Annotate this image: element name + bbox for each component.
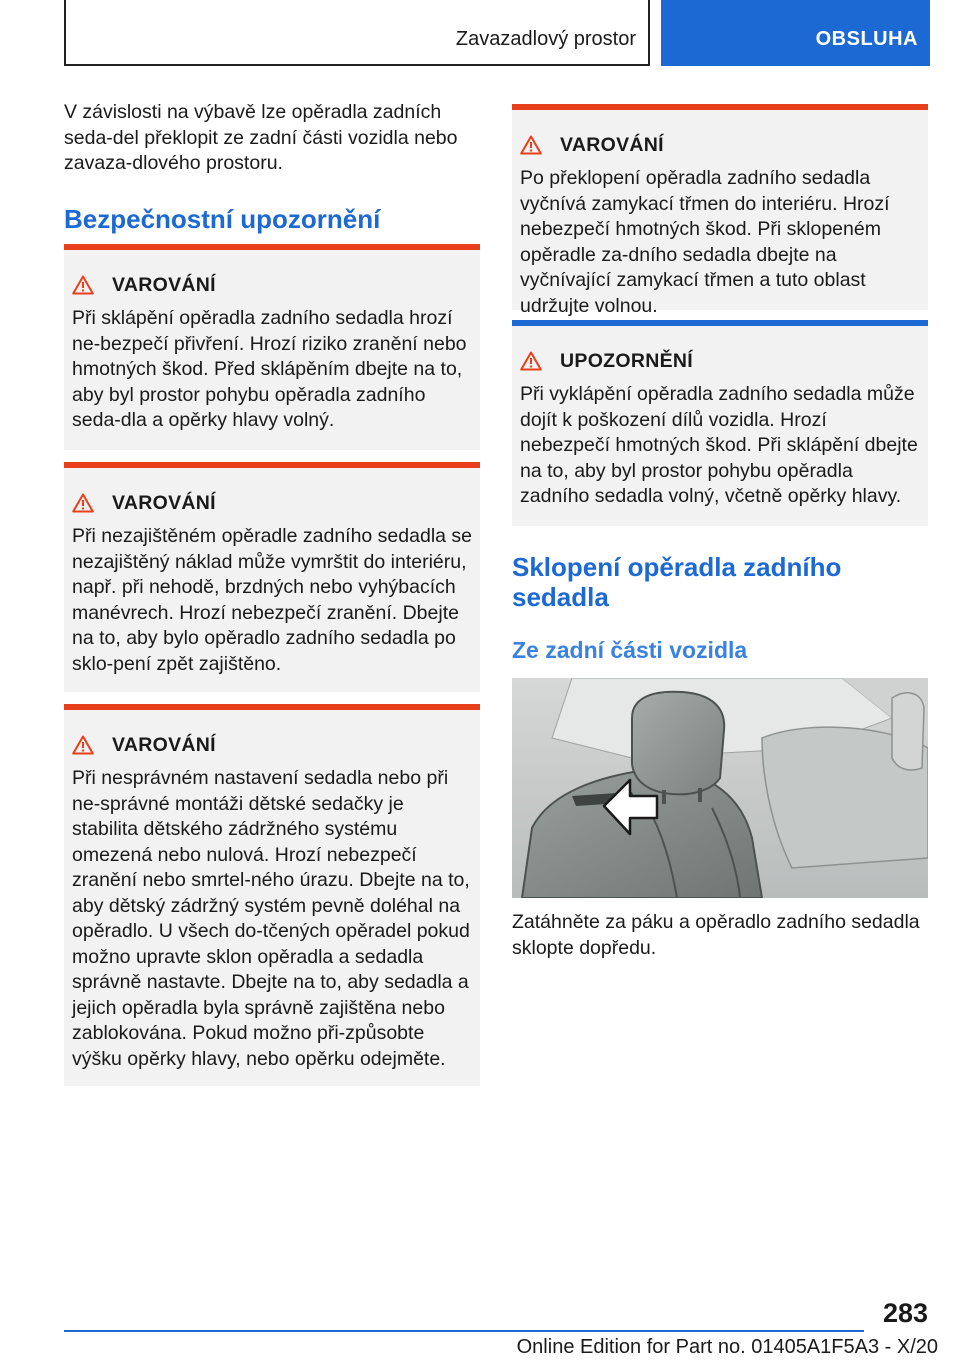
warning-box — [64, 244, 480, 450]
footer-divider — [64, 1330, 864, 1332]
notice-title: VAROVÁNÍ — [560, 133, 664, 156]
notice-text: Při vyklápění opěradla zadního sedadla může dojít k poškození dílů vozidla. Hrozí nebezpečí hmotných škod. Při sklápění dbejte na to, aby byl prostor pohybu opěradla zadního sedadla volný, včetně opěrky hlavy. — [520, 383, 918, 507]
warning-box — [64, 462, 480, 692]
notice-title: UPOZORNĚNÍ — [560, 349, 694, 372]
notice-title: VAROVÁNÍ — [112, 491, 216, 514]
notice-title: VAROVÁNÍ — [112, 733, 216, 756]
footer-edition: Online Edition for Part no. 01405A1F5A3 - X/20 — [516, 1336, 938, 1358]
section-title: Zavazadlový prostor — [455, 28, 636, 50]
notice-text: Při sklápění opěradla zadního sedadla hrozí ne-bezpečí přivření. Hrozí riziko zranění nebo hmotných škod. Před sklápěním dbejte na to, aby byl prostor pohybu opěradla zadního seda-dla a opěrky hlavy volný. — [72, 307, 467, 431]
chapter-title: OBSLUHA — [815, 28, 918, 50]
notice-title: VAROVÁNÍ — [112, 273, 216, 296]
warning-box — [64, 704, 480, 1086]
chapter-tab — [661, 0, 930, 66]
warning-box — [512, 104, 928, 317]
notice-text: Při nezajištěném opěradle zadního sedadla se nezajištěný náklad může vymrštit do interiéru, např. při nehodě, brzdných nebo vyhýbacích manévrech. Hrozí nebezpečí zranění. Dbejte na to, aby bylo opěradlo zadního sedadla po sklo-pení zpět zajištěno. — [72, 525, 473, 675]
intro-paragraph: V závislosti na výbavě lze opěradla zadních seda-del překlopit ze zadní části vozidla nebo zavaza-dlového prostoru. — [64, 101, 458, 174]
warning-bar — [64, 704, 480, 710]
warning-bar — [64, 244, 480, 250]
subsection-heading: Ze zadní části vozidla — [512, 637, 748, 663]
section-tab — [64, 0, 650, 66]
warning-triangle-icon — [72, 275, 94, 295]
warning-triangle-icon — [72, 493, 94, 513]
warning-triangle-icon — [520, 135, 542, 155]
caution-bar — [512, 320, 928, 326]
warning-bar — [64, 462, 480, 468]
section-heading-fold: Sklopení opěradla zadního sedadla — [512, 552, 842, 612]
notice-text: Při nesprávném nastavení sedadla nebo při ne-správné montáži dětské sedačky je stabilita dětského zádržného systému omezená nebo nulová. Hrozí nebezpečí zranění nebo smrtel-ného úrazu. Dbejte na to, aby dětský zádržný systém pevně doléhal na opěradlo. U všech do-tčených opěradel pokud možno upravte sklon opěradla a sedadla správně nastavte. Dbejte na to, aby sedadla a jejich opěradla byla správně zajištěna nebo zablokována. Pokud možno při-způsobte výšku opěrky hlavy, nebo opěrku odejměte. — [72, 767, 470, 1070]
figure-caption: Zatáhněte za páku a opěradlo zadního sedadla sklopte dopředu. — [512, 911, 920, 959]
page-header — [64, 0, 930, 66]
warning-bar — [512, 104, 928, 110]
caution-box — [512, 320, 928, 526]
page-number: 283 — [882, 1298, 928, 1328]
rear-seat-lever-illustration — [512, 678, 928, 898]
seat-illustration — [512, 678, 928, 898]
warning-triangle-icon — [72, 735, 94, 755]
warning-triangle-icon — [520, 351, 542, 371]
notice-text: Po překlopení opěradla zadního sedadla vyčnívá zamykací třmen do interiéru. Hrozí nebezpečí hmotných škod. Při sklopeném opěradle za-dního sedadla dbejte na vyčnívající zamykací třmen a tuto oblast udržujte volnou. — [520, 167, 890, 317]
section-heading-safety: Bezpečnostní upozornění — [64, 204, 381, 234]
